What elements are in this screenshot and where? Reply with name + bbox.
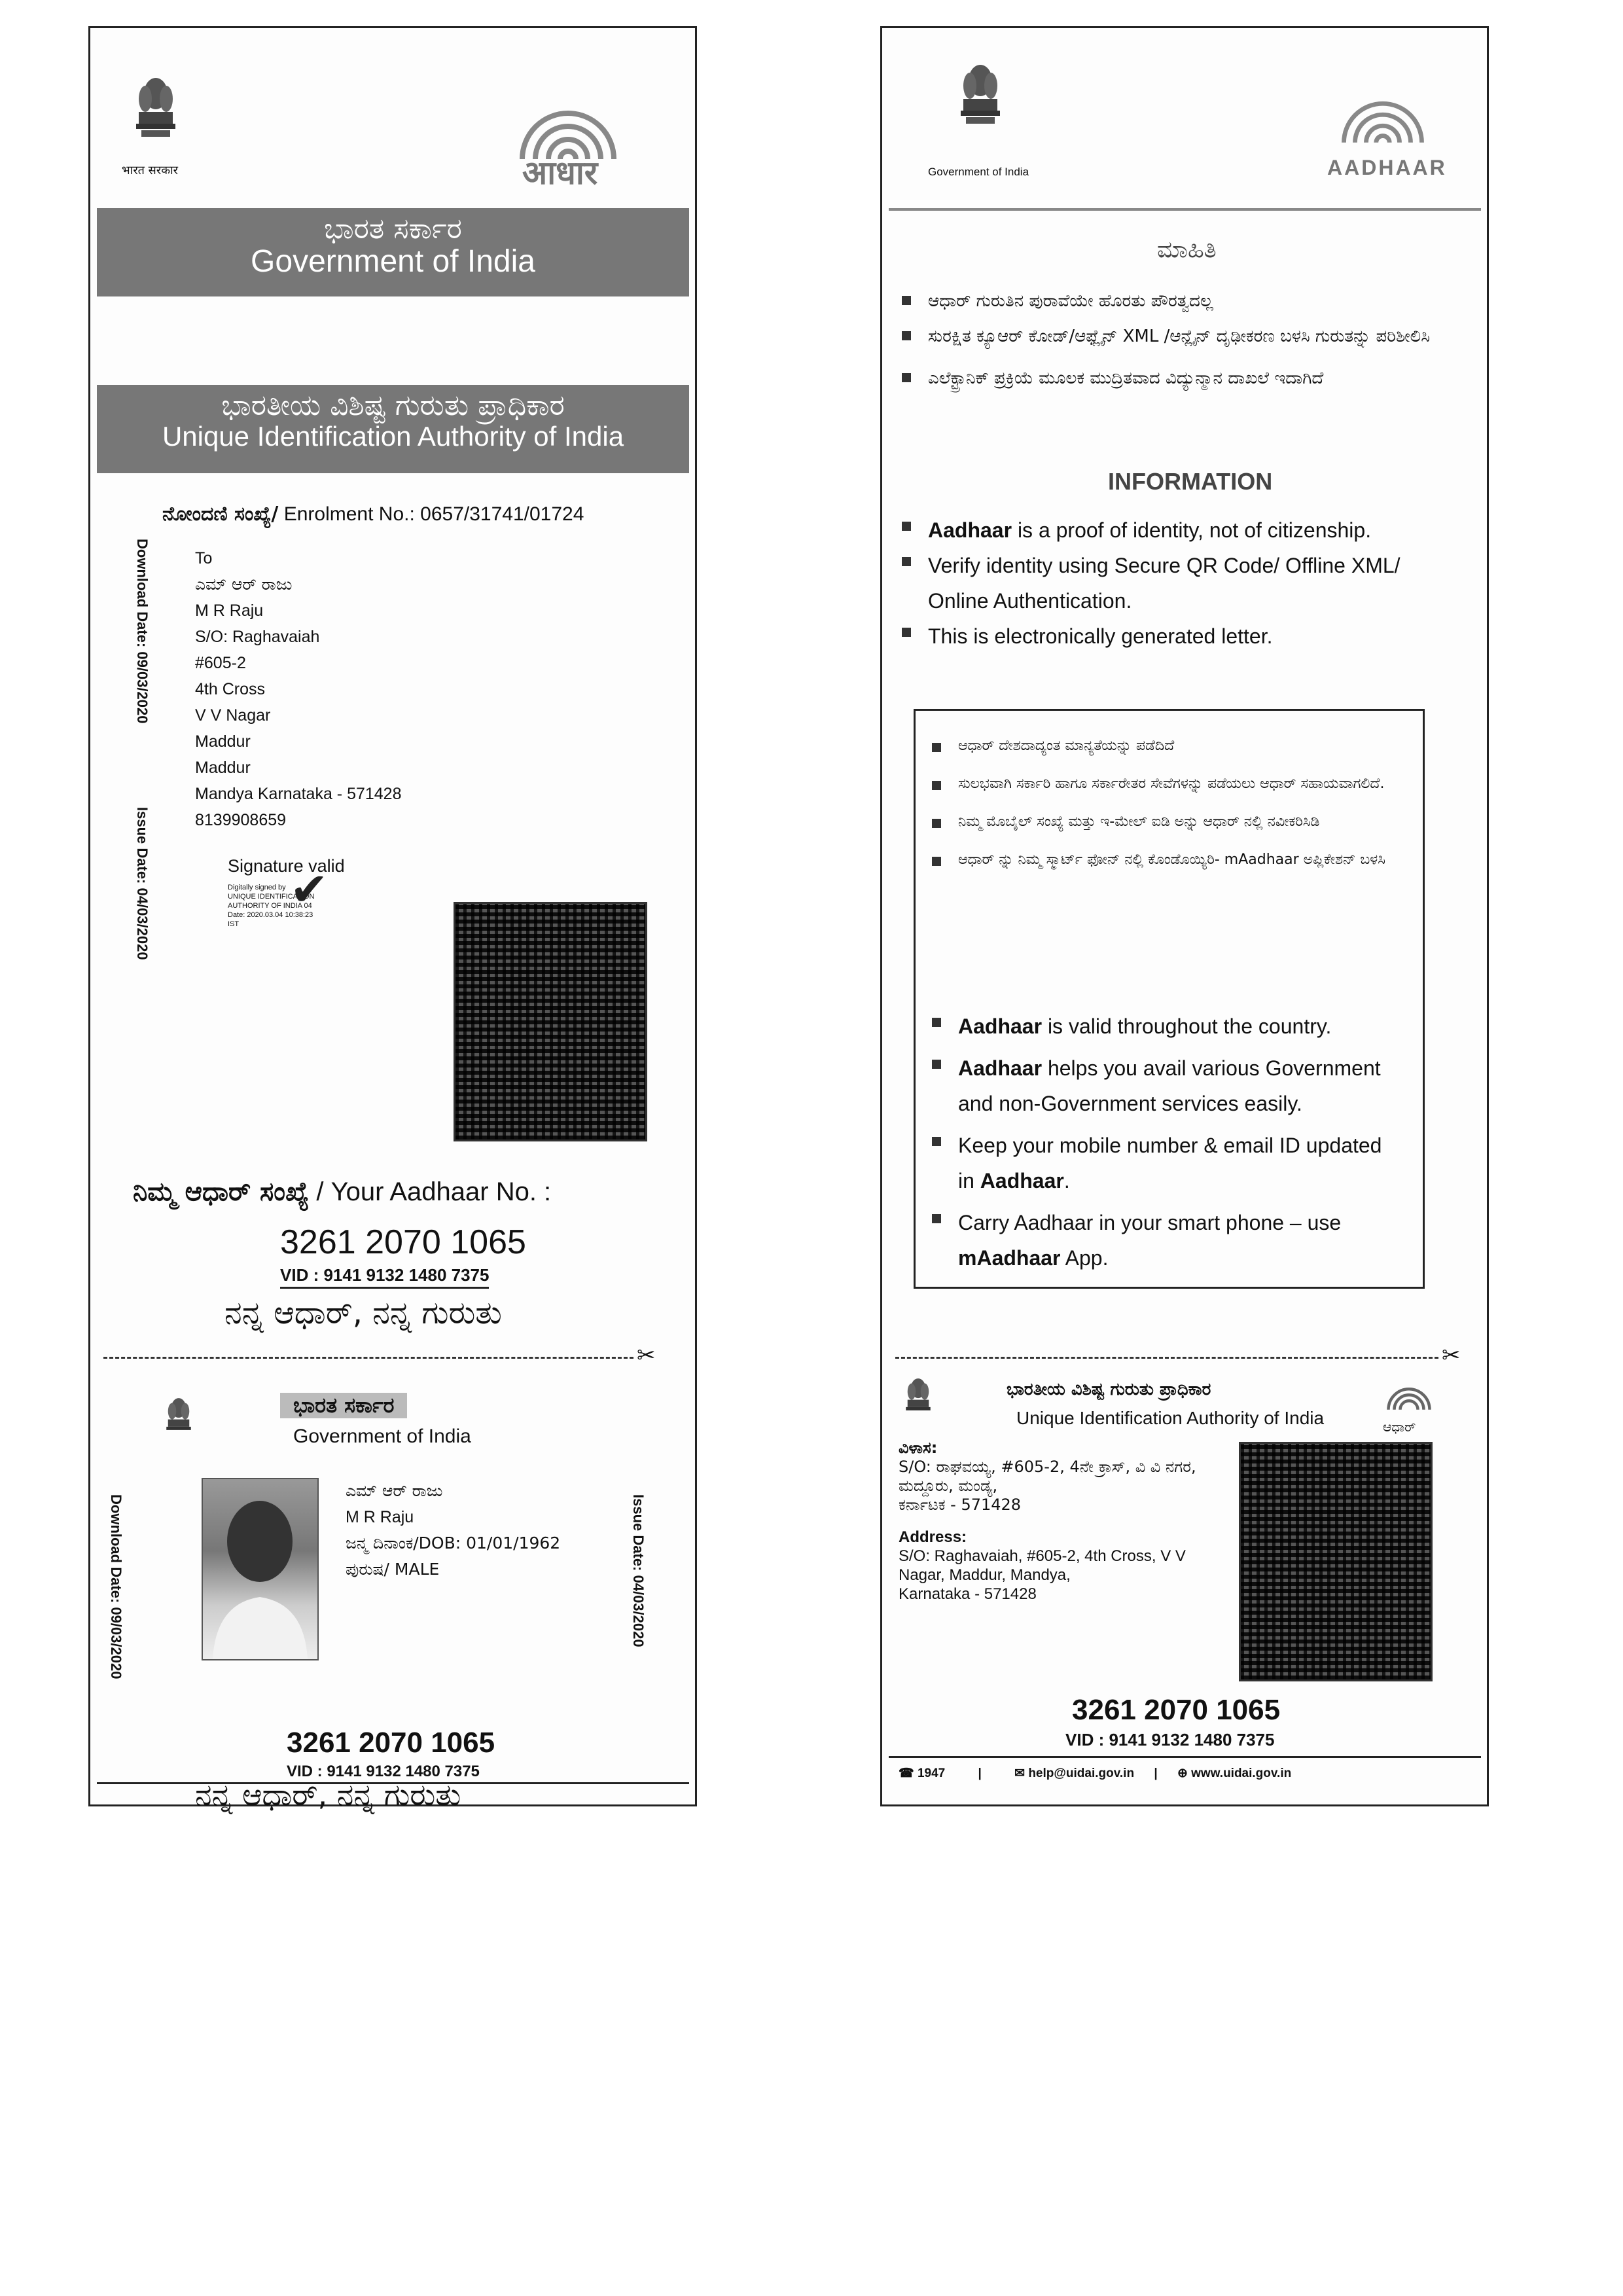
checkmark-icon: ✔ — [290, 864, 329, 915]
card-gov-english: Government of India — [293, 1426, 471, 1447]
cut-line — [103, 1357, 633, 1359]
header-divider — [889, 208, 1481, 211]
card-address-block — [899, 1439, 1239, 1604]
card-logo-text: ಆಧಾರ್ — [1383, 1419, 1416, 1435]
benefit-text: helps you avail various Government and non-Government services easily. — [958, 1056, 1381, 1115]
national-emblem-icon — [162, 1393, 195, 1452]
card-aadhaar-number: 3261 2070 1065 — [287, 1727, 495, 1759]
kannada-info-item: ಸುರಕ್ಷಿತ ಕ್ಯೂಆರ್ ಕೋಡ್/ಆಫ್ಲೈನ್ XML /ಆನ್ಲೈನ್ ದೃಢೀಕರಣ ಬಳಸಿ ಗುರುತನ್ನು ಪರಿಶೀಲಿಸಿ — [902, 322, 1438, 351]
address-label-english: Address: — [899, 1528, 967, 1546]
person-silhouette-icon — [203, 1479, 317, 1659]
uidai-banner — [97, 385, 689, 473]
benefit-text: App. — [1060, 1246, 1109, 1270]
english-info-item: Verify identity using Secure QR Code/ Offline XML/ Online Authentication. — [902, 548, 1465, 619]
banner-uidai-kannada: ಭಾರತೀಯ ವಿಶಿಷ್ಟ ಗುರುತು ಪ್ರಾಧಿಕಾರ — [221, 389, 565, 422]
qr-code — [454, 902, 647, 1141]
signature-title: Signature valid — [228, 856, 345, 876]
card-name-english: M R Raju — [346, 1508, 414, 1526]
address-line: S/O: Raghavaiah — [195, 628, 320, 646]
address-line: Maddur — [195, 759, 251, 777]
card-motto: ನನ್ನ ಆಧಾರ್, ನನ್ನ ಗುರುತು — [195, 1777, 461, 1812]
emblem-caption: Government of India — [928, 166, 1029, 178]
english-benefit-item — [932, 1009, 1403, 1044]
english-info-item — [902, 512, 1465, 548]
benefit-text: . — [1063, 1169, 1070, 1193]
signature-detail: Date: 2020.03.04 10:38:23 — [228, 911, 313, 919]
address-line: #605-2 — [195, 654, 246, 672]
enrolment-label-kannada: ನೋಂದಣಿ ಸಂಖ್ಯೆ/ — [162, 503, 279, 526]
signature-detail: Digitally signed by — [228, 884, 286, 891]
address-line: ಎಮ್ ಆರ್ ರಾಜು — [195, 575, 293, 594]
address-line-english: Nagar, Maddur, Mandya, — [899, 1566, 1071, 1584]
card-issue-date: Issue Date: 04/03/2020 — [630, 1494, 647, 1647]
kannada-info-item: ಎಲೆಕ್ಟ್ರಾನಿಕ್ ಪ್ರಕ್ರಿಯೆ ಮೂಲಕ ಮುದ್ರಿತವಾದ ವಿದ್ಯುನ್ಮಾನ ದಾಖಲೆ ಇದಾಗಿದೆ — [902, 364, 1438, 393]
aadhaar-logo-icon — [1380, 1376, 1438, 1422]
aadhaar-logo-text: आधार — [522, 154, 598, 192]
benefit-maadhaar-bold: mAadhaar — [958, 1246, 1061, 1270]
address-line-kannada: ಮದ್ದೂರು, ಮಂಡ್ಯ, — [899, 1477, 998, 1495]
address-label-kannada: ವಿಳಾಸ: — [899, 1439, 938, 1457]
issue-date: Issue Date: 04/03/2020 — [134, 807, 151, 960]
card-vid-number: VID : 9141 9132 1480 7375 — [287, 1763, 480, 1780]
information-title: INFORMATION — [1108, 468, 1273, 495]
recipient-address — [195, 545, 402, 833]
national-emblem-icon — [902, 1373, 935, 1432]
website: www.uidai.gov.in — [1191, 1767, 1292, 1780]
english-info-item: This is electronically generated letter. — [902, 619, 1465, 654]
help-email: help@uidai.gov.in — [1028, 1767, 1135, 1780]
government-of-india-banner — [97, 208, 689, 296]
benefit-text: Keep your mobile number & email ID updated in — [958, 1134, 1382, 1193]
card-vid-number: VID : 9141 9132 1480 7375 — [1065, 1730, 1275, 1749]
address-line-english: S/O: Raghavaiah, #605-2, 4th Cross, V V — [899, 1547, 1186, 1565]
card-holder-details — [346, 1478, 560, 1583]
card-download-date: Download Date: 09/03/2020 — [108, 1494, 124, 1679]
national-emblem-icon — [130, 74, 182, 159]
email-icon: ✉ — [1014, 1767, 1026, 1780]
signature-detail: UNIQUE IDENTIFICATION — [228, 893, 315, 901]
address-line: 8139908659 — [195, 811, 287, 829]
banner-gov-kannada: ಭಾರತ ಸರ್ಕಾರ — [324, 212, 462, 245]
english-benefit-item — [932, 1205, 1403, 1276]
kannada-benefit-item: ಆಧಾರ್ ನ್ನು ನಿಮ್ಮ ಸ್ಮಾರ್ಟ್ ಫೋನ್ ನಲ್ಲಿ ಕೊಂಡೊಯ್ಯಿರಿ- mAadhaar ಅಪ್ಲಿಕೇಶನ್ ಬಳಸಿ — [932, 848, 1403, 872]
phone-icon: ☎ — [899, 1767, 914, 1780]
address-line: Mandya Karnataka - 571428 — [195, 785, 402, 803]
kannada-benefit-item: ಆಧಾರ್ ದೇಶದಾದ್ಯಂತ ಮಾನ್ಯತೆಯನ್ನು ಪಡೆದಿದೆ — [932, 734, 1403, 759]
card-dob: ಜನ್ಮ ದಿನಾಂಕ/DOB: 01/01/1962 — [346, 1534, 561, 1552]
helpline-number: 1947 — [917, 1767, 946, 1780]
photo — [202, 1478, 319, 1660]
benefit-text: Carry Aadhaar in your smart phone – use — [958, 1211, 1342, 1234]
enrolment-number: 0657/31741/01724 — [420, 503, 584, 525]
benefit-aadhaar-bold: Aadhaar — [958, 1056, 1043, 1080]
address-line-english: Karnataka - 571428 — [899, 1585, 1037, 1603]
national-emblem-icon — [954, 61, 1007, 146]
benefit-aadhaar-bold: Aadhaar — [980, 1169, 1064, 1193]
cut-line — [895, 1357, 1438, 1359]
download-date: Download Date: 09/03/2020 — [134, 539, 151, 724]
card-aadhaar-number: 3261 2070 1065 — [1072, 1694, 1281, 1726]
kannada-info-item: ಆಧಾರ್ ಗುರುತಿನ ಪುರಾವೆಯೇ ಹೊರತು ಪೌರತ್ವದಲ್ಲ — [902, 287, 1438, 315]
kannada-benefit-item: ಸುಲಭವಾಗಿ ಸರ್ಕಾರಿ ಹಾಗೂ ಸರ್ಕಾರೇತರ ಸೇವೆಗಳನ್ನು ಪಡೆಯಲು ಆಧಾರ್ ಸಹಾಯವಾಗಲಿದೆ. — [932, 772, 1403, 797]
scissors-icon: ✂ — [637, 1343, 656, 1368]
address-line: V V Nagar — [195, 706, 271, 725]
vid-number: VID : 9141 9132 1480 7375 — [280, 1265, 489, 1289]
your-aadhaar-english: / Your Aadhaar No. : — [316, 1177, 552, 1206]
kannada-info-list — [902, 287, 1438, 393]
address-line: Maddur — [195, 732, 251, 751]
banner-uidai-english: Unique Identification Authority of India — [162, 421, 624, 452]
aadhaar-logo-icon — [1327, 81, 1438, 166]
digital-signature — [228, 856, 345, 929]
your-aadhaar-kannada: ನಿಮ್ಮ ಆಧಾರ್ ಸಂಖ್ಯೆ — [133, 1177, 310, 1207]
emblem-caption: भारत सरकार — [122, 164, 179, 177]
benefits-box — [914, 709, 1425, 1289]
signature-detail: IST — [228, 920, 240, 928]
card-gender: ಪುರುಷ/ MALE — [346, 1560, 440, 1579]
benefit-text: is valid throughout the country. — [1042, 1014, 1332, 1038]
card-uidai-kannada: ಭಾರತೀಯ ವಿಶಿಷ್ಟ ಗುರುತು ಪ್ರಾಧಿಕಾರ — [1007, 1380, 1211, 1399]
address-line: To — [195, 549, 213, 567]
aadhaar-number: 3261 2070 1065 — [280, 1223, 526, 1261]
left-aadhaar-letter — [88, 26, 697, 1812]
right-aadhaar-letter — [880, 26, 1489, 1806]
enrolment-label: Enrolment No.: — [283, 503, 415, 525]
card-gov-kannada: ಭಾರತ ಸರ್ಕಾರ — [280, 1393, 407, 1418]
contact-footer: ☎ 1947 | ✉ help@uidai.gov.in | ⊕ www.uidai.gov.in — [889, 1756, 1481, 1781]
your-aadhaar-label — [133, 1177, 551, 1207]
kannada-benefit-item: ನಿಮ್ಮ ಮೊಬೈಲ್ ಸಂಖ್ಯೆ ಮತ್ತು ಇ-ಮೇಲ್ ಐಡಿ ಅನ್ನು ಆಧಾರ್ ನಲ್ಲಿ ನವೀಕರಿಸಿಡಿ — [932, 810, 1403, 834]
motto: ನನ್ನ ಆಧಾರ್, ನನ್ನ ಗುರುತು — [224, 1295, 502, 1331]
card-qr-code — [1239, 1442, 1433, 1681]
english-benefit-item — [932, 1050, 1403, 1121]
scissors-icon: ✂ — [1442, 1343, 1461, 1368]
address-line-kannada: S/O: ರಾಘವಯ್ಯ, #605-2, 4ನೇ ಕ್ರಾಸ್, ವಿ ವಿ ನಗರ, — [899, 1458, 1196, 1476]
kannada-benefits-list — [932, 734, 1403, 872]
signature-detail: AUTHORITY OF INDIA 04 — [228, 902, 312, 910]
english-benefit-item — [932, 1128, 1403, 1198]
mahiti-title: ಮಾಹಿತಿ — [1157, 236, 1217, 263]
address-line: 4th Cross — [195, 680, 265, 698]
card-uidai-english: Unique Identification Authority of India — [1016, 1408, 1325, 1428]
english-info-list — [902, 512, 1465, 654]
enrolment-number-line — [162, 503, 584, 526]
address-line-kannada: ಕರ್ನಾಟಕ - 571428 — [899, 1496, 1022, 1514]
info-text: is a proof of identity, not of citizenship. — [1012, 518, 1372, 542]
address-line: M R Raju — [195, 601, 264, 620]
info-aadhaar-bold: Aadhaar — [928, 518, 1012, 542]
english-benefits-list — [932, 1009, 1403, 1276]
banner-gov-english: Government of India — [251, 244, 535, 279]
card-name-kannada: ಎಮ್ ಆರ್ ರಾಜು — [346, 1481, 443, 1500]
benefit-aadhaar-bold: Aadhaar — [958, 1014, 1043, 1038]
aadhaar-logo-text: AADHAAR — [1327, 156, 1447, 179]
globe-icon: ⊕ — [1177, 1767, 1188, 1780]
